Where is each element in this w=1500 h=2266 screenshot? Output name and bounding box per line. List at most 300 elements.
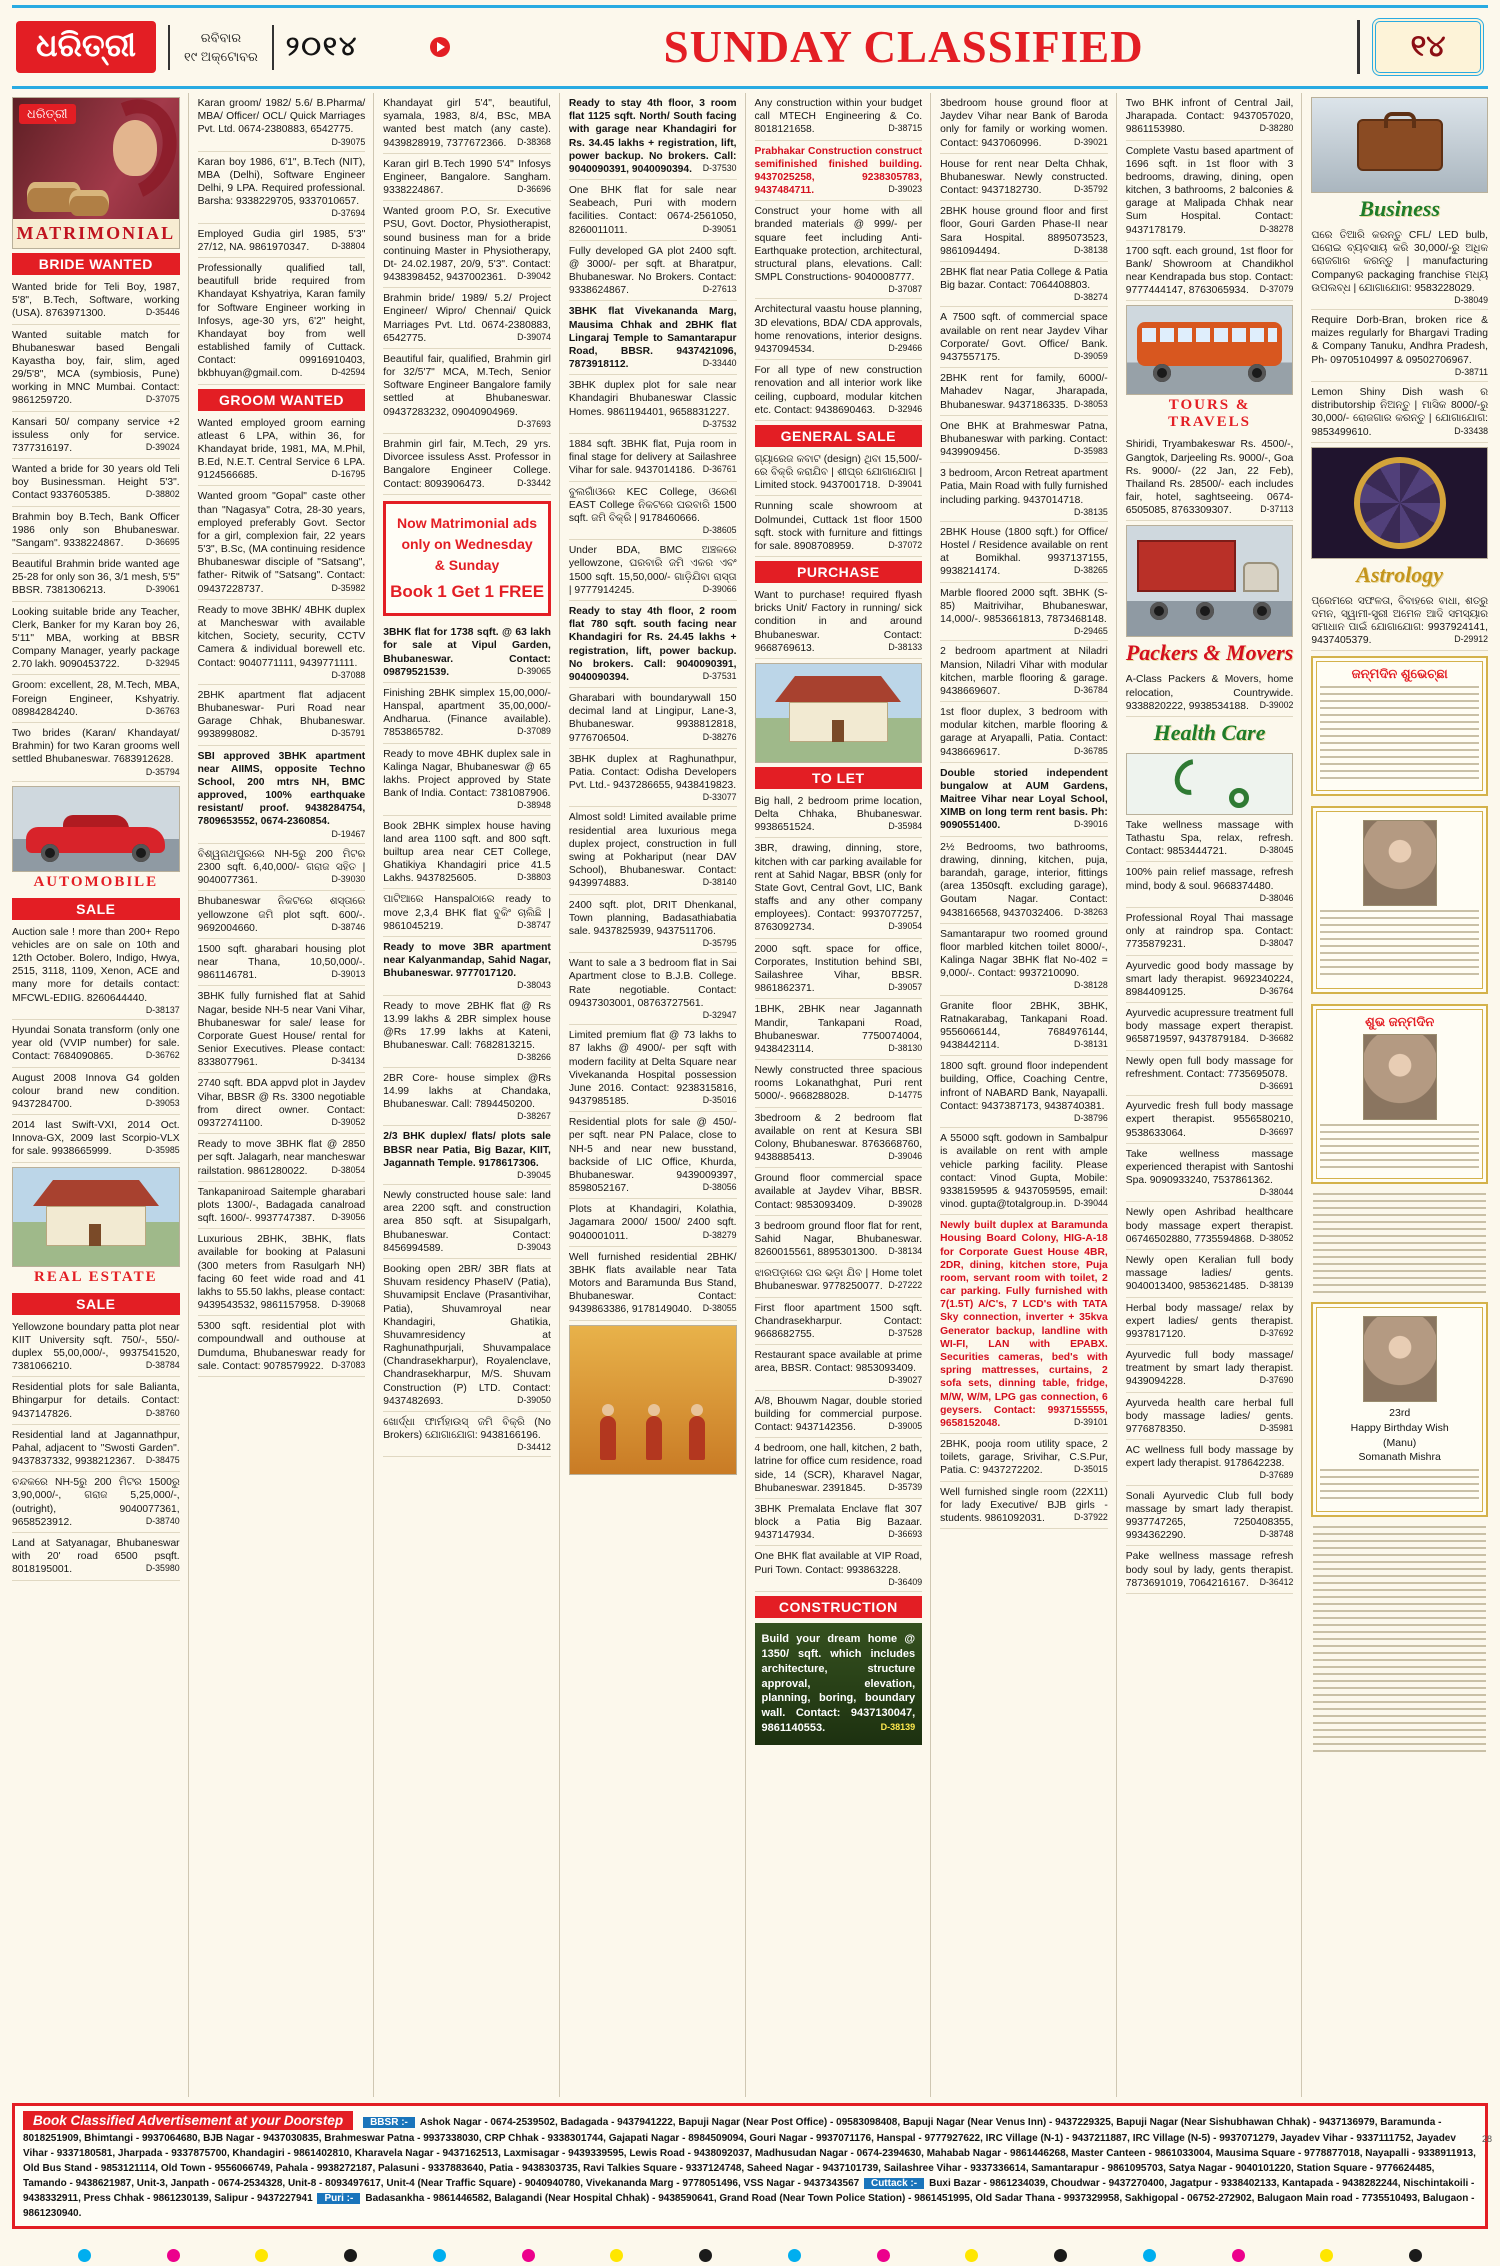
ad-id: D-39013 xyxy=(331,969,366,980)
classified-ad xyxy=(198,844,366,892)
ad-text: Wanted suitable match for Bhubaneswar based Bengali Kayastha boy, fair, slim, aged 29/5'8", MCA (symbiosis, Pune) working in MNC Mumbai. Contact: 9861259720. xyxy=(12,329,180,407)
classified-ad xyxy=(198,746,366,844)
ad-id: D-38046 xyxy=(1259,892,1294,903)
ad-id: D-39065 xyxy=(517,665,551,676)
matrimonial-banner-art xyxy=(12,97,180,249)
construction-site-photo-art xyxy=(569,1325,737,1475)
ad-id: D-39066 xyxy=(702,583,737,594)
ad-text: 2014 last Swift-VXI, 2014 Oct. Innova-GX, 2009 last Scorpio-VLX for sale. 9938665999. xyxy=(12,1120,180,1158)
classified-ad xyxy=(755,1298,923,1346)
ad-text: Take wellness massage experienced therapist with Santoshi Spa. 9090933240, 7537861362. xyxy=(1125,1148,1294,1187)
odia-fine-print xyxy=(1320,910,1479,980)
ad-id: D-38278 xyxy=(1259,223,1294,234)
real-estate-art xyxy=(89,1224,101,1246)
ad-id: D-39052 xyxy=(331,1117,366,1127)
ad-id: D-38047 xyxy=(1259,938,1294,949)
ad-id: D-38747 xyxy=(517,919,551,930)
ad-text: Two BHK infront of Central Jail, Jharapada. Contact: 9437057020, 9861153980. xyxy=(1125,98,1294,136)
ad-id: D-37083 xyxy=(331,1359,366,1370)
ad-text: One BHK flat for sale near Seabeach, Puri with modern facilities. Contact: 0674-2561050, 8260011011. xyxy=(568,185,737,236)
ad-text: Book 2BHK simplex house having land area 1100 sqft. and 800 sqft. builtup area near CET College, Ghatikiya Khandagiri price 41.5 Lakhs. 9437825605. xyxy=(383,820,551,885)
ad-text: 5300 sqft. residential plot with compoundwall and outhouse at Dumduma, Bhubaneswar ready for sale. Contact: 9078579922. xyxy=(197,1321,366,1372)
ad-id: D-38131 xyxy=(1074,1039,1108,1050)
classified-ad xyxy=(1311,310,1488,382)
ad-text: 4 bedroom, one hall, kitchen, 2 bath, latrine for office cum residence, road side, 14 (SCR), Kharavel Nagar, Bhubaneswar. 2391845. xyxy=(754,1443,923,1494)
ad-id: D-37692 xyxy=(1259,1327,1294,1338)
ad-text: Running scale showroom at Dolmundei, Cuttack 1st floor 1500 sqft. stock with furniture and fittings for sale. 8908708959. xyxy=(754,501,923,552)
ad-id: D-33438 xyxy=(1454,425,1488,436)
classified-ad xyxy=(569,688,737,749)
classified-ad xyxy=(1126,956,1294,1004)
ad-id: D-39057 xyxy=(888,982,923,993)
ad-id: D-39074 xyxy=(517,331,551,342)
ad-id: D-39044 xyxy=(1074,1198,1108,1209)
ad-id: D-38802 xyxy=(145,489,180,500)
classified-ad xyxy=(383,622,551,683)
ad-id: D-39028 xyxy=(888,1198,923,1209)
classified-ad xyxy=(1126,1051,1294,1097)
ad-text: 2BHK House (1800 sqft.) for Office/ Hostel / Residence available on rent at Bomikhal. 9937137155, 9938214174. xyxy=(940,526,1108,578)
classified-ad xyxy=(569,953,737,1025)
obox-line: Somanath Mishra xyxy=(1358,1451,1441,1464)
classified-ad xyxy=(12,507,180,555)
classified-ad xyxy=(12,277,180,325)
section-header: BRIDE WANTED xyxy=(12,253,180,275)
ad-text: Luxurious 2BHK, 3BHK, flats available for booking at Palasuni (300 meters from Rasulgarh NH) facing 60 feet wide road and 41 lakhs to 55.50 lakhs, please contact: 9439543532, 9861157958. xyxy=(197,1234,366,1312)
ad-id: D-36762 xyxy=(145,1050,180,1061)
classified-ad xyxy=(940,837,1108,924)
masthead-text: ଧରିତ୍ରୀ xyxy=(36,27,136,63)
ad-id: D-36682 xyxy=(1259,1033,1294,1044)
classified-ad xyxy=(383,154,551,202)
ad-id: D-37113 xyxy=(1260,504,1294,515)
ad-text: 1st floor duplex, 3 bedroom with modular kitchen, marble flooring & garage at Aryapalli, Patia. Contact: 9438669617. xyxy=(940,707,1108,758)
ad-id: D-29466 xyxy=(888,343,923,353)
ad-id: D-38049 xyxy=(1454,294,1488,305)
column-8 xyxy=(1311,93,1488,2097)
classified-ad xyxy=(383,349,551,434)
ad-id: D-39075 xyxy=(331,136,366,147)
column-2 xyxy=(198,93,375,2097)
matrimonial-banner-art xyxy=(13,219,179,248)
date-block xyxy=(168,25,274,70)
classified-ad xyxy=(940,1128,1108,1215)
ad-id: D-37528 xyxy=(888,1327,923,1338)
ad-text: Yellowzone boundary patta plot near KIIT University sqft. 750/-, 550/- duplex 55,00,000/-, 9937541520, 7381066210. xyxy=(12,1321,180,1373)
ad-id: D-38139 xyxy=(880,1722,916,1733)
obox-title: ଶୁଭ ଜନ୍ମଦିନ xyxy=(1365,1014,1435,1030)
promo-line: Book 1 Get 1 FREE xyxy=(390,581,545,601)
ornate-ad-box xyxy=(1311,1302,1488,1517)
classified-ad xyxy=(569,749,737,808)
classified-ad xyxy=(12,325,180,412)
classified-ad xyxy=(755,360,923,421)
ornate-ad-box xyxy=(1311,1004,1488,1184)
classified-ad xyxy=(383,93,551,154)
ad-text: Samantarapur two roomed ground floor marbled kitchen toilet 8000/-, Kalinga Nagar 3BHK flat No-402 = 9,000/-. Contact: 9937210090. xyxy=(940,928,1108,980)
ad-text: Herbal body massage/ relax by expert ladies/ gents therapist. 9937817120. xyxy=(1125,1302,1294,1340)
ad-text: 2BHK apartment flat adjacent Bhubaneswar- Puri Road near Garage Chhak, Bhubaneswar. 9938998082. xyxy=(197,689,366,741)
classified-ad xyxy=(12,412,180,460)
ad-text: Ready to move 2BHK flat @ Rs 13.99 lakhs & 2BR simplex house @Rs 17.99 lakhs at Kateni, Bhubaneswar. Call: 7682813215. xyxy=(383,1000,551,1052)
business-photo-art xyxy=(1311,97,1488,193)
ad-id: D-39042 xyxy=(517,271,551,282)
real-estate-image xyxy=(12,1163,180,1289)
ad-id: D-37087 xyxy=(888,284,923,295)
ad-id: D-35791 xyxy=(331,728,366,739)
automobile-art xyxy=(132,844,150,862)
odia-text-block xyxy=(1313,1526,1486,1756)
title-divider xyxy=(1357,20,1360,74)
ad-id: D-39059 xyxy=(1074,351,1108,361)
ad-text: 3BHK duplex plot for sale near Khandagiri Bhubaneswar Classic Homes. 9861194401, 9658831227. xyxy=(568,380,737,418)
ad-id: D-36697 xyxy=(1259,1126,1294,1137)
region-entries-cuttack: Buxi Bazar - 9861234039, Choudwar - 9437270400, Jagatpur - 9338402133, Kantapada - 9438282244, Nischintakoili - 9438332911, Press Chhak - 9861230139, Salipur - 9437227941 xyxy=(23,2178,1475,2205)
classified-ad xyxy=(1126,241,1294,302)
ad-id: D-39056 xyxy=(331,1212,366,1223)
ad-id: D-38128 xyxy=(1074,980,1108,991)
ad-id: D-38760 xyxy=(145,1407,180,1418)
classified-ad xyxy=(12,723,180,782)
ad-text: Ayurvedic full body massage/ treatment by smart lady therapist. 9439094228. xyxy=(1125,1350,1294,1388)
ad-text: Ayurvedic acupressure treatment full body massage expert therapist. 9658719597, 9437879184. xyxy=(1125,1008,1294,1046)
ad-text: Two brides (Karan/ Khandayat/ Brahmin) for two Karan grooms well settled Bhubaneswar. 7683912628. xyxy=(12,727,180,766)
ad-text: 3BHK duplex at Raghunathpur, Patia. Contact: Odisha Developers Pvt. Ltd.- 9437286655, 9438419823. xyxy=(568,753,737,792)
classified-ad xyxy=(1126,669,1294,717)
ad-id: D-37089 xyxy=(517,726,551,737)
ad-text: Fully developed GA plot 2400 sqft. @ 3000/- per sqft. at Bharatpur, Bhubaneswar. No Brokers. Contact: 9338624867. xyxy=(568,245,737,297)
ad-text: Residential land at Jagannathpur, Pahal, adjacent to "Swosti Garden". 9437837332, 9938212367. xyxy=(12,1429,180,1468)
page-header xyxy=(10,8,1490,86)
ad-id: D-38044 xyxy=(1259,1187,1294,1198)
registration-dot xyxy=(167,2249,180,2262)
classified-columns xyxy=(10,89,1490,2101)
classified-ad xyxy=(755,1438,923,1499)
classified-ad xyxy=(198,93,366,152)
classified-ad xyxy=(1126,908,1294,956)
ad-id: D-38280 xyxy=(1259,123,1294,134)
obox-line: 23rd xyxy=(1389,1407,1411,1420)
classified-ad xyxy=(198,1073,366,1134)
construction-site-photo-art xyxy=(689,1416,705,1460)
tours-travels-art xyxy=(1126,305,1294,395)
classified-ad xyxy=(1126,1345,1294,1393)
tours-travels-art xyxy=(1153,364,1171,382)
ad-id: D-39002 xyxy=(1259,699,1294,710)
ad-text: Construct your home with all branded materials @ 999/- per square feet including Anti- Earthquake protection, architectural, structural plans, elevations. Call: SMPL Constructions- 9040008777. xyxy=(754,206,923,284)
ad-text: ଗ୍ୟାରେଜ କବାଟ (design) ଥିବା 15,500/-ରେ ବିକ୍ରି କରାଯିବ | ଶୀଘ୍ର ଯୋଗାଯୋଗ | Limited stock. 9437001718. xyxy=(754,453,923,492)
ad-id: D-37088 xyxy=(331,669,366,680)
classified-ad xyxy=(1126,1202,1294,1250)
ad-id: D-37693 xyxy=(517,418,551,429)
ad-id: D-38135 xyxy=(1074,506,1108,517)
ad-text: Marble floored 2000 sqft. 3BHK (S-85) Maitrivihar, Bhubaneswar, 14,000/-. 9853661813, 7873468148. xyxy=(940,587,1108,625)
ad-id: D-38045 xyxy=(1259,845,1294,856)
classified-ad xyxy=(198,1182,366,1230)
column-3 xyxy=(383,93,560,2097)
obox-title: ଜନ୍ମଦିନ ଶୁଭେଚ୍ଛା xyxy=(1351,666,1448,682)
ad-text: 1500 sqft. gharabari housing plot near Thana, 10,50,000/-. 9861146781. xyxy=(197,943,366,982)
ad-text: Sonali Ayurvedic Club full body massage by smart lady therapist. 9937747265, 7250408355, 9934362290. xyxy=(1125,1490,1294,1542)
ad-text: Residential plots for sale Balianta, Bhingarpur for details. Contact: 9437147826. xyxy=(12,1382,180,1420)
classified-ad xyxy=(383,1068,551,1127)
ad-id: D-38276 xyxy=(702,731,737,742)
classified-ad xyxy=(755,1499,923,1547)
ad-text: Double storied independent bungalow at AUM Gardens, Maitree Vihar near Loyal School, XIMB on long term rent basis. Ph: 9090551400. xyxy=(940,767,1108,832)
classified-ad xyxy=(198,600,366,685)
classified-ad xyxy=(383,816,551,890)
ad-id: D-35446 xyxy=(145,307,180,318)
construction-site-photo-art xyxy=(646,1416,662,1460)
classified-ad xyxy=(1126,434,1294,521)
ad-id: D-37532 xyxy=(702,418,737,429)
real-estate-art xyxy=(12,1167,180,1267)
ad-text: 3BHK Premalata Enclave flat 307 block a Patia Big Bazaar. 9437147934. xyxy=(754,1503,923,1542)
ad-text: 1800 sqft. ground floor independent building, Office, Coaching Centre, infront of NABARD Bank, Nayapalli. Contact: 9437387173, 9438740381. xyxy=(940,1061,1108,1112)
ad-id: D-27222 xyxy=(888,1280,923,1291)
ad-id: D-36409 xyxy=(888,1576,923,1587)
section-header: GENERAL SALE xyxy=(755,425,923,447)
real-estate-art xyxy=(33,1180,159,1206)
classified-ad xyxy=(198,258,366,385)
ad-text: 2740 sqft. BDA appvd plot in Jaydev Vihar, BBSR @ Rs. 3300 negotiable from direct owner. Contact: 09372741100. xyxy=(197,1078,366,1129)
section-header: SALE xyxy=(12,898,180,920)
classified-ad xyxy=(940,1056,1108,1128)
registration-dot xyxy=(255,2249,268,2262)
ad-id: D-32946 xyxy=(888,403,923,414)
ad-id: D-38711 xyxy=(1454,366,1488,377)
page-footnote: 28 xyxy=(1481,2134,1492,2144)
classified-ad xyxy=(12,1472,180,1533)
ad-text: Well furnished single room (22X11) for lady Executive/ BJB girls - students. 9861092031. xyxy=(940,1486,1108,1524)
classified-ad xyxy=(383,201,551,288)
classified-ad xyxy=(940,583,1108,642)
ad-id: D-38796 xyxy=(1074,1113,1108,1123)
classified-ad xyxy=(755,1060,923,1108)
classified-ad xyxy=(755,791,923,839)
classified-ad xyxy=(569,895,737,954)
obox-line: Happy Birthday Wish xyxy=(1350,1422,1449,1435)
astrology-photo-art xyxy=(1354,457,1446,549)
ad-id: D-35794 xyxy=(145,766,180,777)
stethoscope-image xyxy=(1126,749,1294,815)
ad-text: Khandayat girl 5'4", beautiful, syamala, 1983, 8/4, BSc, MBA wanted best match (any caste). 9439828919, 7377672366. xyxy=(383,98,551,149)
ad-text: Gharabari with boundarywall 150 decimal land at Lingipur, Lane-3, Bhubaneswar. 9938812818, 9776706504. xyxy=(568,693,737,744)
classified-ad xyxy=(383,744,551,816)
ad-id: D-35015 xyxy=(1074,1464,1108,1475)
classified-ad xyxy=(940,522,1108,583)
construction-site-photo-image xyxy=(569,1321,737,1475)
classified-ad xyxy=(1311,591,1488,652)
image-label: AUTOMOBILE xyxy=(33,873,159,890)
ad-text: Newly open full body massage for refreshment. Contact: 7735695078. xyxy=(1125,1055,1294,1080)
ad-text: Granite floor 2BHK, 3BHK, Ratnakarabag, Tankapani Road. 9556066144, 7684976144, 9438442114. xyxy=(940,1000,1108,1052)
page-number-box xyxy=(1372,18,1484,76)
ad-id: D-42594 xyxy=(331,367,366,378)
ad-id: D-36696 xyxy=(517,184,551,195)
to-let-house-photo-art xyxy=(755,663,923,763)
registration-dot xyxy=(965,2249,978,2262)
ad-id: D-39068 xyxy=(331,1299,366,1310)
promo-line: Now Matrimonial ads xyxy=(397,514,538,531)
classified-ad xyxy=(940,93,1108,154)
ad-text: Wanted a bride for 30 years old Teli boy Businessman. Height 5'3". Contact 9337605385. xyxy=(12,464,180,502)
classified-ad xyxy=(755,1168,923,1216)
ad-id: D-35016 xyxy=(702,1095,737,1106)
page-title: SUNDAY CLASSIFIED xyxy=(663,22,1144,72)
classified-ad xyxy=(569,482,737,541)
ad-text: Complete Vastu based apartment of 1696 sqft. in 1st floor with 3 bedrooms, drawing, dining, open kitchen, 3 bathrooms, 2 balconies & garage at Malipada Chhak near Sum Hospital. Contact: 9437178179. xyxy=(1125,145,1294,236)
ad-id: D-38266 xyxy=(517,1052,551,1063)
classified-ad xyxy=(198,224,366,258)
ad-text: 2400 sqft. plot, DRIT Dhenkanal, Town planning, Badasathiabatia sale. 9437825939, 9437511706. xyxy=(568,899,737,937)
classified-ad xyxy=(12,1068,180,1116)
ad-text: Ready to move 3BHK/ 4BHK duplex at Mancheswar with available kitchen, Society, security, CCTV Camera & individual borewell etc. Contact: 9040771111, 9439771111. xyxy=(197,604,366,669)
ad-text: Restaurant space available at prime area, BBSR. Contact: 9853093409. xyxy=(754,1350,923,1375)
classified-ad xyxy=(940,463,1108,522)
business-photo-image xyxy=(1311,93,1488,193)
classified-ad xyxy=(755,939,923,1000)
ad-text: Newly constructed house sale: land area 2200 sqft. and construction area 850 sqft. at Sisupalgarh, Bhubaneswar. Contact: 8456994589. xyxy=(383,1190,551,1254)
ad-text: 2BHK rent for family, 6000/- Mahadev Nagar, Jharapada, Bhubaneswar. 9437186335. xyxy=(940,373,1108,411)
classified-ad xyxy=(569,1112,737,1199)
ad-text: 100% pain relief massage, refresh mind, body & soul. 9668374480. xyxy=(1125,867,1294,892)
ad-text: A 7500 sqft. of commercial space available on rent near Jaydev Vihar Corporate/ Govt. Office/ Bank. 9437557175. xyxy=(940,312,1108,363)
ad-text: Shiridi, Tryambakeswar Rs. 4500/-, Gangtok, Darjeeling Rs. 9000/-, Goa Rs. 9000/- (22 Jan, 22 Feb), Thailand Rs. 28500/- each includes fair, hotel, saghtseeing. 0674-6505085, 8763309307. xyxy=(1125,439,1294,517)
ad-text: Wanted groom "Gopal" caste other than "Nagasya" Cotra, 28-30 years, employed preferably Govt. Sector for a girl, complexion fair, 22 years 5'3", B.Sc, (MA continuing residence Bhubaneswar disciple of "Satsang", father- Ritwik of "Satsang". Contact: 09437228737. xyxy=(197,491,366,595)
ad-id: D-38137 xyxy=(145,1004,180,1015)
classified-ad xyxy=(12,1425,180,1473)
automobile-art xyxy=(41,844,59,862)
ad-id: D-35981 xyxy=(1259,1422,1294,1433)
ad-text: Limited premium flat @ 73 lakhs to 87 lakhs @ 4900/- per sqft with modern facility at Delta Square near Vivekananda Hospital possession June 2016. Contact: 9238315816, 9437985185. xyxy=(568,1030,737,1108)
ad-id: D-38948 xyxy=(517,800,551,811)
registration-dot xyxy=(699,2249,712,2262)
construction-promo xyxy=(755,1623,923,1745)
ad-id: D-34134 xyxy=(331,1056,366,1067)
registration-dot xyxy=(433,2249,446,2262)
ad-id: D-38130 xyxy=(888,1042,923,1053)
ad-id: D-38133 xyxy=(888,641,923,652)
ad-text: 2BHK, pooja room utility space, 2 toilets, garage, Srivihar, C.S.Pur, Patia. C: 9437272202. xyxy=(940,1439,1108,1477)
ad-id: D-35982 xyxy=(331,582,366,593)
ad-text: ବିଶ୍ୱନାଥପୁରରେ NH-5ରୁ 200 ମିଟର 2300 sqft. 6,40,000/- ଗରାଜ ସହିତ | 9040077361. xyxy=(197,848,366,887)
classified-ad xyxy=(940,763,1108,837)
classified-ad xyxy=(12,1533,180,1581)
ad-text: Almost sold! Limited available prime residential area luxurious mega duplex project, construction in full swing at Pokhariput (near DAV School), Bhubaneswar. Contact: 9439974883. xyxy=(568,812,737,890)
classified-ad xyxy=(569,180,737,241)
ad-id: D-38265 xyxy=(1074,565,1108,576)
image-label: TOURS & TRAVELS xyxy=(1168,397,1252,431)
ad-id: D-38274 xyxy=(1074,292,1108,303)
ad-text: Employed Gudia girl 1985, 5'3" 27/12, NA. 9861970347. xyxy=(197,228,366,253)
odia-fine-print xyxy=(1320,1124,1479,1170)
classified-ad xyxy=(1126,93,1294,141)
registration-dot xyxy=(344,2249,357,2262)
to-let-house-photo-image xyxy=(755,659,923,763)
ad-text: Karan groom/ 1982/ 5.6/ B.Pharma/ MBA/ Officer/ OCL/ Quick Marriages Pvt. Ltd. 0674-2380883, 6542775. xyxy=(197,98,366,136)
ad-text: Take wellness massage with Tathastu Spa, relax, refresh. Contact: 9853444721. xyxy=(1125,819,1294,858)
ad-id: D-38052 xyxy=(1259,1232,1294,1243)
ad-id: D-38139 xyxy=(1259,1280,1294,1291)
ad-id: D-39030 xyxy=(331,874,366,885)
ornate-ad-box xyxy=(1311,806,1488,994)
ad-id: D-33440 xyxy=(702,358,737,369)
registration-dot xyxy=(610,2249,623,2262)
tours-travels-art xyxy=(1248,364,1266,382)
registration-dot xyxy=(1320,2249,1333,2262)
section-header: GROOM WANTED xyxy=(198,389,366,411)
classified-ad xyxy=(940,1215,1108,1434)
ad-text: Karan girl B.Tech 1990 5'4" Infosys Engineer, Bangalore. Sangham. 9338224867. xyxy=(383,158,551,197)
ad-text: Want to sale a 3 bedroom flat in Sai Apartment close to B.J.B. College. Rate negotiable. Contact: 09437303001, 08763727561. xyxy=(568,958,737,1009)
packers-movers-photo-art xyxy=(1126,525,1294,637)
packers-movers-photo-image xyxy=(1126,521,1294,637)
construction-site-photo-art xyxy=(600,1416,616,1460)
ad-text: Finishing 2BHK simplex 15,00,000/- Hanspal, apartment 35,00,000/- Andharua. (Finance available). 7853865782. xyxy=(383,687,551,739)
ad-id: D-39021 xyxy=(1074,136,1108,147)
ad-id: D-38784 xyxy=(145,1360,180,1371)
packers-movers-photo-art xyxy=(1196,602,1214,620)
region-label-bbsr: BBSR :- xyxy=(363,2117,415,2128)
ad-id: D-38134 xyxy=(888,1246,923,1257)
ad-text: Brahmin bride/ 1989/ 5.2/ Project Engineer/ Wipro/ Chennai/ Quick Marriages Pvt. Ltd. 0674-2380883, 6542775. xyxy=(383,293,551,344)
ad-text: Brahmin girl fair, M.Tech, 29 yrs. Divorcee issuless Asst. Professor in Bangalore Engineer College. Contact: 8093906473. xyxy=(383,439,551,490)
ad-text: Karan boy 1986, 6'1", B.Tech (NIT), MBA (Delhi), Software Engineer Delhi, 9 LPA. Required professional. Barsha: 9338229705, 9337010657. xyxy=(197,156,366,208)
ad-text: Newly open Keralian full body massage ladies/ gents. 9040013400, 9853621485. xyxy=(1125,1255,1294,1293)
ad-id: D-35980 xyxy=(145,1563,180,1574)
packers-movers-photo-art xyxy=(1253,602,1271,620)
classified-ad xyxy=(1126,1144,1294,1203)
ad-text: 1700 sqft. each ground, 1st floor for Bank/ Showroom at Chandikhol near Kendrapada bus stop. Contact: 9777444147, 8763065934. xyxy=(1125,245,1294,297)
image-label: REAL ESTATE xyxy=(34,1268,158,1285)
promo-text: Build your dream home @ 1350/ sqft. which includes architecture, structure approval, elevation, planning, boring, boundary wall. Contact: 9437130047, 9861140553. xyxy=(761,1633,916,1735)
ad-id: D-27613 xyxy=(702,284,737,295)
ad-id: D-39023 xyxy=(888,184,923,195)
ad-text: Prabhakar Construction construct semifinished finished building. 9437025258, 9238305783, 9437484711. xyxy=(754,145,923,197)
classified-ad xyxy=(940,1482,1108,1530)
ad-text: Ready to stay 4th floor, 3 room flat 1125 sqft. North/ South facing with garage near Khandagiri for Rs. 34.45 lakhs + registration, lift, power backup. No brokers. Call: 9040090391, 9040090394. xyxy=(568,98,737,175)
classified-ad xyxy=(198,1316,366,1377)
ad-text: A-Class Packers & Movers, home relocation, Countrywide. 9338820222, 9938534188. xyxy=(1125,674,1294,712)
classified-ad xyxy=(569,807,737,894)
ad-text: A/8, Bhouwm Nagar, double storied building for commercial purpose. Contact: 9437142356. xyxy=(754,1395,923,1434)
ad-text: Booking open 2BR/ 3BR flats at Shuvam residency PhaseIV (Patia), Shuvamipsit Enclave (Prasantivihar, Patia), Shuvamroyal near Khandagiri, Ghatikia, Shuvamresidency at Raghunathpurjali, Shuvampalace (Chandrasekharpur), Royalenclave, Chandrasekharpur, M/S. Shuvam Construction (P) LTD. Contact: 9437482693. xyxy=(383,1264,551,1407)
classified-ad xyxy=(1126,141,1294,241)
ad-id: D-39043 xyxy=(517,1241,551,1252)
classified-ad xyxy=(940,1434,1108,1482)
ad-text: 3 bedroom, Arcon Retreat apartment Patia, Main Road with fully furnished including parking. 9437014718. xyxy=(940,468,1108,506)
agent-listing xyxy=(23,2117,1476,2219)
matrimonial-banner-art xyxy=(113,120,157,176)
ad-text: 3BHK flat Vivekananda Marg, Mausima Chhak and 2BHK flat Lingaraj Temple to Samantarapur Road, BBSR. 9437421096, 7873918112. xyxy=(568,306,737,371)
section-header: CONSTRUCTION xyxy=(755,1596,923,1618)
ad-id: D-39005 xyxy=(888,1421,923,1432)
classified-ad xyxy=(198,685,366,746)
stethoscope-art xyxy=(1229,788,1249,808)
ad-text: 1884 sqft. 3BHK flat, Puja room in final stage for delivery at Sailashree Vihar for sale. 9437014186. xyxy=(568,439,737,477)
ad-id: D-35792 xyxy=(1074,184,1108,195)
ad-text: ଘରେ ତିଆରି କରନ୍ତୁ CFL/ LED bulb, ଘରୋଇ ବ୍ୟବସାୟ କରି 30,000/-ରୁ ଅଧିକ ରୋଜଗାର କରନ୍ତୁ | manufacturing Companyର packaging franchise ମଧ୍ୟ ଉପଲବ୍ଧ | ଯୋଗାଯୋଗ: 9583228029. xyxy=(1311,230,1488,294)
classified-ad xyxy=(569,241,737,302)
classified-ad xyxy=(12,1377,180,1425)
classified-ad xyxy=(1126,1250,1294,1298)
classified-ad xyxy=(940,201,1108,262)
odia-text-block xyxy=(1313,1193,1486,1293)
ad-text: Wanted bride for Teli Boy, 1987, 5'8", B.Tech, Software, working (USA). 8763971300. xyxy=(12,282,180,320)
classified-ad xyxy=(198,413,366,487)
ad-id: D-35984 xyxy=(888,821,923,832)
